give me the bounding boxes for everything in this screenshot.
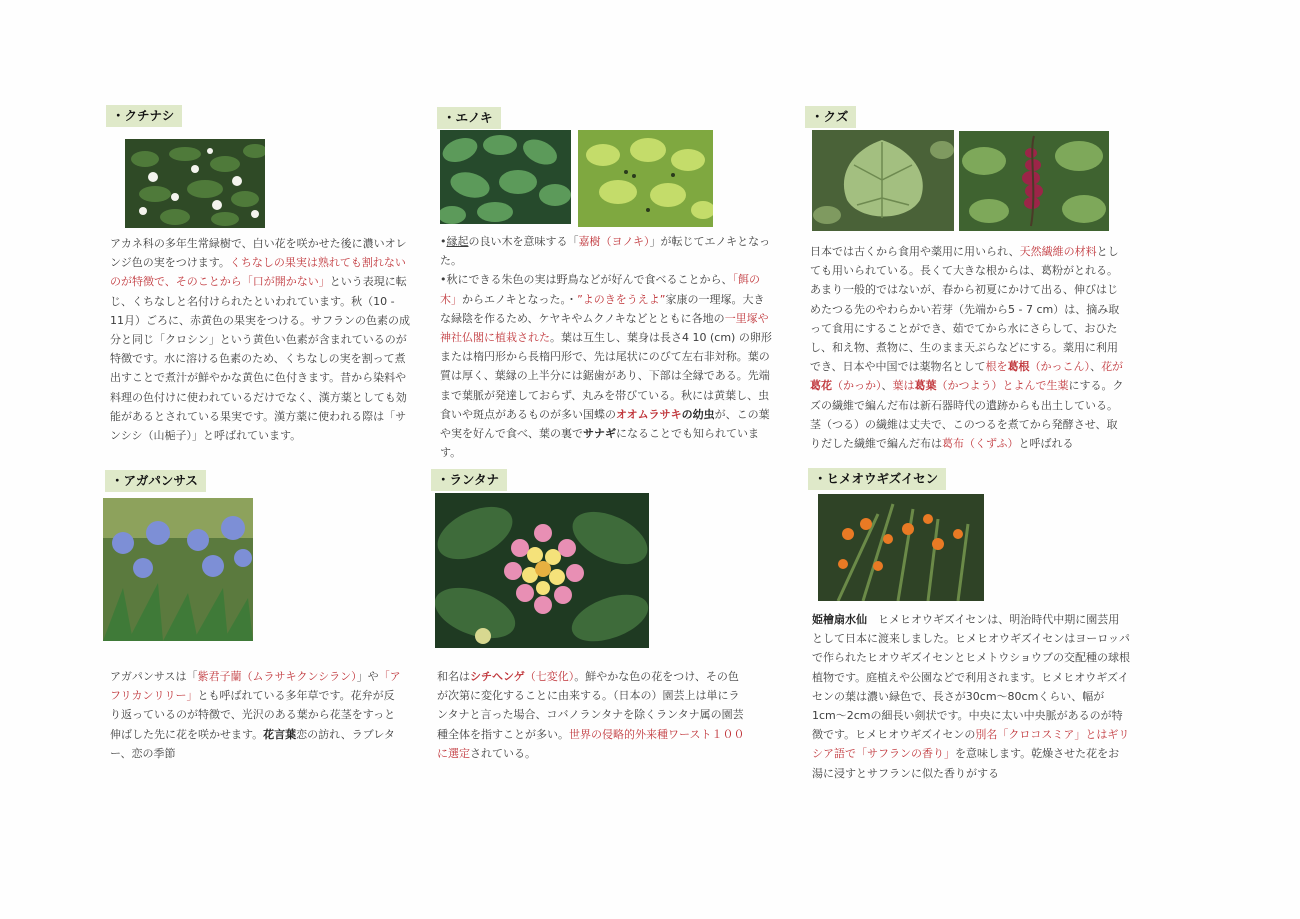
kuchinashi-text: アカネ科の多年生常緑樹で、白い花を咲かせた後に濃いオレンジ色の実をつけます。くちなしの果実は熟れても割れないのが特徴で、そのことから「口が開かない」という表現に転じ、くちなしと名付けられたといわれています。秋（10 - 11月）ごろに、赤黄色の果実をつける。サフランの色素の成分と同じ「クロシン」という黄色い色素が含まれているのが特徴です。水に溶ける色素のため、くちなしの実を割って煮出すことで煮汁が鮮やかな黄色に色付きます。昔から染料や料理の色付けに使われているだけでなく、漢方薬としても効能があるとされている果実です。漢方薬に使われる際は「サンシシ（山梔子）」と呼ばれています。 [110, 237, 410, 443]
himeougi-heading: ・ヒメオウギズイセン [808, 468, 946, 490]
agapanthus-photo [103, 498, 253, 641]
kuzu-heading: ・クズ [805, 106, 856, 128]
lantana-heading: ・ランタナ [431, 469, 507, 491]
agapanthus-heading: ・アガパンサス [105, 470, 206, 492]
kuchinashi-heading: ・クチナシ [106, 105, 182, 127]
kuzu-leaf-photo [812, 130, 954, 231]
lantana-photo [435, 493, 649, 648]
kuzu-text: 日本では古くから食用や薬用に用いられ、天然繊維の材料としても用いられている。長くて大きな根からは、葛粉がとれる。あまり一般的ではないが、春から初夏にかけて出る、伸びはじめたつる先のやわらかい若芽（先端から5 - 7 cm）は、摘み取って食用にすることができ、茹でてから水にさらして、おひたし、和え物、煮物に、生のまま天ぷらなどにする。薬用に利用でき、日本や中国では薬物名として根を葛根（かっこん）、花が葛花（かっか）、葉は葛葉（かつよう）とよんで生薬にする。クズの繊維で編んだ布は新石器時代の遺跡からも出土している。茎（つる）の繊維は丈夫で、このつるを煮てから発酵させ、取りだした繊維で編んだ布は葛布（くずふ）と呼ばれる [810, 245, 1124, 451]
gardenia-photo [125, 139, 265, 228]
enoki-leaves-photo [440, 130, 571, 224]
enoki-text: •縁起の良い木を意味する「嘉樹（ヨノキ）」が転じてエノキとなった。 •秋にできる朱色の実は野鳥などが好んで食べることから、「餌の木」からエノキとなった。・”よのきをうえよ”家康の一理塚。大きな緑陰を作るため、ケヤキやムクノキなどとともに各地の一里塚や神社仏閣に植栽された。葉は互生し、葉身は長さ4 10 (cm) の卵形または楕円形から長楕円形で、先は尾状にのびて左右非対称。葉の質は厚く、葉縁の上半分には鋸歯があり、下部は全縁である。先端まで葉脈が発達しておらず、丸みを帯びている。秋には黄葉し、虫食いや斑点があるものが多い国蝶のオオムラサキの幼虫が、この葉や実を好んで食べ、葉の裏でサナギになることでも知られています。 [440, 235, 772, 460]
agapanthus-text: アガパンサスは「紫君子蘭（ムラサキクンシラン）」や「アフリカンリリー」とも呼ばれている多年草です。花弁が反り返っているのが特徴で、光沢のある葉から花茎をすっと伸ばした先に花を咲かせます。花言葉恋の訪れ、ラブレター、恋の季節 [110, 670, 401, 760]
kuzu-flower-photo [959, 131, 1109, 231]
enoki-branch-photo [578, 130, 713, 227]
enoki-heading: ・エノキ [437, 107, 501, 129]
crocosmia-photo [818, 494, 984, 601]
lantana-text: 和名はシチヘンゲ（七変化）。鮮やかな色の花をつけ、その色が次第に変化することに由来する。（日本の）園芸上は単にランタナと言った場合、コバノランタナを除くランタナ属の園芸種全体を指すことが多い。世界の侵略的外来種ワースト１００に選定されている。 [437, 670, 745, 760]
himeougi-text: 姫檜扇水仙 ヒメヒオウギズイセンは、明治時代中期に園芸用として日本に渡来しました。ヒメヒオウギズイセンはヨーロッパで作られたヒオウギズイセンとヒメトウショウブの交配種の球根植物です。庭植えや公園などで利用されます。ヒメヒオウギズイセンの葉は濃い緑色で、長さが30cm〜80cmくらい、幅が1cm〜2cmの細長い剣状です。中央に太い中央脈があるのが特徴です。ヒメヒオウギズイセンの別名「クロコスミア」とはギリシア語で「サフランの香り」を意味します。乾燥させた花をお湯に浸すとサフランに似た香りがする [812, 613, 1131, 780]
